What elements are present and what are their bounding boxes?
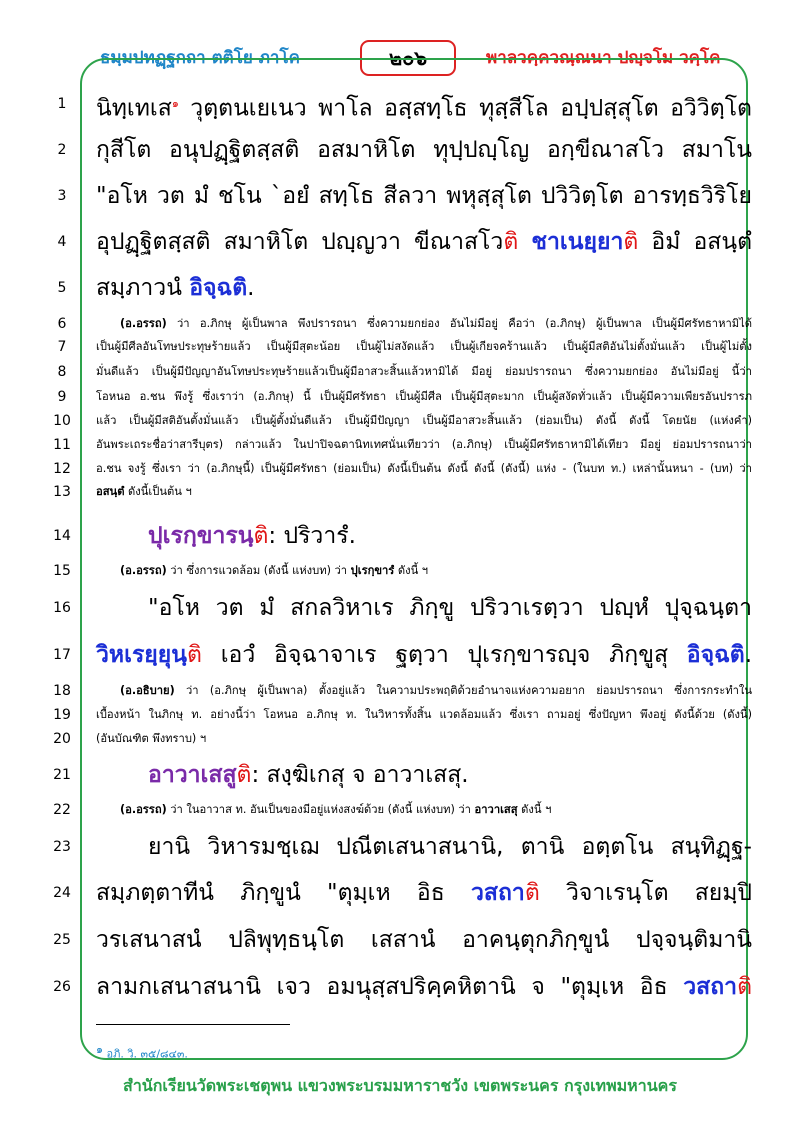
line-number: 8 <box>57 364 67 380</box>
footnote: $^๑$ อภิ. วิ. ๓๕/๘๔๓. <box>96 1043 188 1061</box>
page-number: ๒๐๖ <box>360 40 456 76</box>
text-line: 13 อสนฺตํ ดังนี้เป็นต้น ฯ <box>0 480 800 504</box>
text-line: 25 วรเสนาสนํ ปลิพุทฺธนฺโต เสสานํ อาคนฺตุกภิกฺขูนํ ปจฺจนฺติมานิ <box>0 928 800 952</box>
text-line: 14 ปุเรกฺขารนฺติ: ปริวารํ. <box>0 524 800 548</box>
line-number: 15 <box>53 563 71 579</box>
footnote-divider <box>96 1024 290 1025</box>
line-number: 3 <box>57 188 67 204</box>
keyword-heading: ปุเรกฺขารนฺ <box>148 523 254 549</box>
text-line: 6 (อ.อรรถ) ว่า อ.ภิกษุ ผู้เป็นพาล พึงปรารถนา ซึ่งความยกย่อง อันไม่มีอยู่ คือว่า (อ.ภิกษุ) ผู้เป็นพาล เป็นผู้มีศรัทธาหามิได้ <box>0 312 800 336</box>
text-line: 10 แล้ว เป็นผู้มีสติอันตั้งมั่นแล้ว เป็นผู้ตั้งมั่นดีแล้ว เป็นผู้มีปัญญา เป็นผู้มีอาสวะสิ้นแล้ว (ย่อมเป็น) ดังนี้ ดังนี้ โดยนัย (แห่งคำ) <box>0 409 800 433</box>
line-number: 23 <box>53 839 71 855</box>
text-line: 21 อาวาเสสูติ: สงฺฆิเกสุ จ อาวาเสสุ. <box>0 763 800 787</box>
text-line: 11 อันพระเถระชื่อว่าสารีบุตร) กล่าวแล้ว ในปาปิจฉตานิทเทศนั่นเทียวว่า (อ.ภิกษุ) เป็นผู้มีศรัทธาหามิได้เทียว มีอยู่ ย่อมปรารถนาว่า <box>0 433 800 457</box>
line-number: 6 <box>57 316 67 332</box>
line-number: 10 <box>53 413 71 429</box>
highlighted-term: ชาเนยฺยา <box>531 229 624 255</box>
text-line: 20 (อันบัณฑิต พึงทราบ) ฯ <box>0 727 800 751</box>
line-number: 11 <box>53 437 71 453</box>
line-number: 26 <box>53 979 71 995</box>
line-number: 20 <box>53 731 71 747</box>
line-number: 19 <box>53 707 71 723</box>
keyword-heading: อาวาเสสู <box>148 762 237 788</box>
text-line: 3 "อโห วต มํ ชโน `อยํ สทฺโธ สีลวา พหุสฺสุโต ปวิวิตฺโต อารทฺธวิริโย <box>0 184 800 208</box>
line-number: 1 <box>57 96 67 112</box>
text-line: 22 (อ.อรรถ) ว่า ในอาวาส ท. อันเป็นของมีอยู่แห่งสงฆ์ด้วย (ดังนี้ แห่งบท) ว่า อาวาเสสุ ดังนี้ ฯ <box>0 798 800 822</box>
text-line: 18 (อ.อธิบาย) ว่า (อ.ภิกษุ ผู้เป็นพาล) ตั้งอยู่แล้ว ในความประพฤติด้วยอำนาจแห่งความอยาก ย่อมปรารถนา ซึ่งการกระทำใน <box>0 679 800 703</box>
text-line: 24 สมฺภตฺตาทีนํ ภิกฺขูนํ "ตุมฺเห อิธ วสถาติ วิจาเรนฺโต สยมฺปิ <box>0 881 800 905</box>
text-line: 19 เบื้องหน้า ในภิกษุ ท. อย่างนี้ว่า โอหนอ อ.ภิกษุ ท. ในวิหารทั้งสิ้น แวดล้อมแล้ว ซึ่งเรา ถามอยู่ ซึ่งปัญหา พึงอยู่ ดังนี้ด้วย (ดังนี้) <box>0 703 800 727</box>
footnote-marker: ๑ <box>171 97 179 110</box>
text-line: 26 ลามกเสนาสนานิ เจว อมนุสฺสปริคฺคหิตานิ จ "ตุมฺเห อิธ วสถาติ <box>0 975 800 999</box>
highlighted-term: อิจฺฉติ <box>189 275 248 301</box>
line-number: 12 <box>53 461 71 477</box>
line-number: 4 <box>57 234 67 250</box>
line-number: 13 <box>53 484 71 500</box>
text-line: 5 สมฺภาวนํ อิจฺฉติ. <box>0 276 800 300</box>
line-number: 21 <box>53 767 71 783</box>
line-number: 24 <box>53 885 71 901</box>
highlighted-term: วสถา <box>471 880 525 906</box>
line-number: 18 <box>53 683 71 699</box>
text-line: 7 เป็นผู้มีศีลอันโทษประทุษร้ายแล้ว เป็นผู้มีสุตะน้อย เป็นผู้ไม่สงัดแล้ว เป็นผู้เกียจคร้านแล้ว เป็นผู้มีสติอันไม่ตั้งมั่นแล้ว เป็นผู้ไม่ตั้ง <box>0 335 800 359</box>
text-line: 4 อุปฏฺฐิตสฺสติ สมาหิโต ปญฺญวา ขีณาสโวติ ชาเนยฺยาติ อิมํ อสนฺตํ <box>0 230 800 254</box>
text-line: 8 มั่นดีแล้ว เป็นผู้มีปัญญาอันโทษประทุษร้ายแล้วเป็นผู้มีอาสวะสิ้นแล้วหามิได้ มีอยู่ ย่อมปรารถนา ซึ่งความยกย่อง อันไม่มีอยู่ นี้ว่า <box>0 360 800 384</box>
line-number: 25 <box>53 932 71 948</box>
line-number: 9 <box>57 389 67 405</box>
line-number: 14 <box>53 528 71 544</box>
header-chapter-title: พาลวคฺควณฺณนา ปญฺจโม วคฺโค <box>486 48 721 68</box>
text-line: 12 อ.ชน จงรู้ ซึ่งเรา ว่า (อ.ภิกษุนี้) เป็นผู้มีศรัทธา (ย่อมเป็น) ดังนี้เป็นต้น ดังนี้ ดังนี้ (ดังนี้) แห่ง - (ในบท ท.) เหล่านั้นหนา - (บท) ว่า <box>0 457 800 481</box>
highlighted-term: วิหเรยฺยุนฺ <box>96 642 187 668</box>
highlighted-term: อิจฺฉติ <box>686 642 745 668</box>
header-book-title: ธมฺมปทฏฺฐกถา ตติโย ภาโค <box>100 48 300 68</box>
line-number: 5 <box>57 280 67 296</box>
line-number: 22 <box>53 802 71 818</box>
page-footer: สำนักเรียนวัดพระเชตุพน แขวงพระบรมมหาราชวัง เขตพระนคร กรุงเทพมหานคร <box>123 1076 677 1095</box>
line-number: 16 <box>53 600 71 616</box>
text-line: 1 นิทฺเทเส$^๑$ วุตฺตนเยเนว พาโล อสฺสทฺโธ ทุสฺสีโล อปฺปสฺสุโต อวิวิตฺโต <box>0 92 800 116</box>
line-number: 2 <box>57 142 67 158</box>
text-line: 15 (อ.อรรถ) ว่า ซึ่งการแวดล้อม (ดังนี้ แห่งบท) ว่า ปุเรกฺขารํ ดังนี้ ฯ <box>0 559 800 583</box>
text-line: 9 โอหนอ อ.ชน พึงรู้ ซึ่งเราว่า (อ.ภิกษุ) นี้ เป็นผู้มีศรัทธา เป็นผู้มีศีล เป็นผู้มีสุตะมาก เป็นผู้สงัดทั่วแล้ว เป็นผู้มีความเพียรอันปรารภ <box>0 385 800 409</box>
highlighted-term: วสถา <box>683 974 738 1000</box>
text-line: 17 วิหเรยฺยุนฺติ เอวํ อิจฺฉาจาเร ฐตฺวา ปุเรกฺขารญฺจ ภิกฺขูสุ อิจฺฉติ. <box>0 643 800 667</box>
text-line: 16 "อโห วต มํ สกลวิหาเร ภิกฺขู ปริวาเรตฺวา ปญฺหํ ปุจฺฉนฺตา <box>0 596 800 620</box>
line-number: 17 <box>53 647 71 663</box>
text-line: 23 ยานิ วิหารมชฺเฌ ปณีตเสนาสนานิ, ตานิ อตฺตโน สนฺทิฏฺฐ- <box>0 835 800 859</box>
line-number: 7 <box>57 339 67 355</box>
text-line: 2 กุสีโต อนุปฏฺฐิตสฺสติ อสมาหิโต ทุปฺปญฺโญ อกฺขีณาสโว สมาโน <box>0 138 800 162</box>
